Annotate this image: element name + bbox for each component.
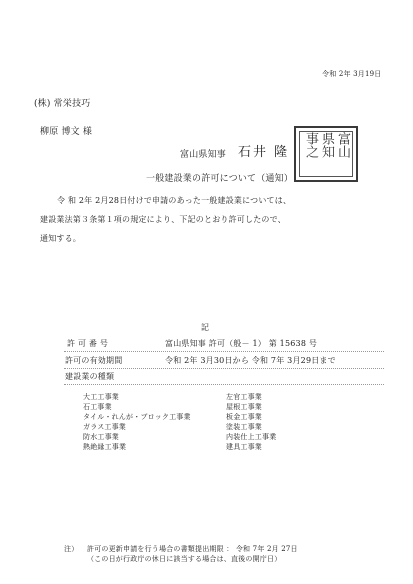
validity-period-rule [64,368,384,369]
recipient-company: (株) 常栄技巧 [34,99,91,109]
work-item: 建具工事業 [226,443,262,451]
body-line-2: 建設業法第３条第１項の規定により、下記のとおり許可したので、 [40,215,286,224]
note-line-1: 許可の更新申請を行う場合の書類提出期限 ： 令和 7年 2月 27日 [87,545,298,553]
work-item: 屋根工事業 [226,403,262,411]
seal-char-col-2: 県知 [319,132,334,158]
issue-date: 令和 2年 3月19日 [322,70,382,78]
business-types-rule [64,384,384,385]
validity-period-value: 令和 2年 3月30日から 令和 7年 3月29日まで [165,356,336,365]
validity-period-label: 許可の有効期間 [65,356,123,365]
permit-number-value: 富山県知事 許可（般－ 1） 第 15638 号 [165,339,318,348]
work-item: 板金工事業 [226,413,262,421]
note-label: 注） [64,545,79,553]
work-item: 大工工事業 [83,393,119,401]
official-seal [294,126,358,182]
sender-title: 富山県知事 [180,150,227,160]
permit-number-label: 許 可 番 号 [67,339,109,348]
work-item: 防水工事業 [83,433,119,441]
permit-number-rule [64,351,384,352]
note-line-2: （この日が行政庁の休日に該当する場合は、直後の開庁日） [87,555,282,563]
work-item: 石工事業 [83,403,112,411]
body-line-3: 通知する。 [40,234,81,243]
work-item: タイル・れんが・ブロック工事業 [83,413,191,421]
business-types-label: 建設業の種類 [65,372,115,381]
work-item: 内装仕上工事業 [226,433,277,441]
ki-heading: 記 [201,323,210,332]
seal-char-col-3: 事之 [303,132,318,158]
seal-char-col-1: 富山 [335,132,350,158]
body-line-1: 令 和 2年 2月28日付けで申請のあった一般建設業については、 [57,196,292,205]
sender-name: 石井 隆 [238,145,290,160]
work-item: 左官工事業 [226,393,262,401]
recipient-person: 柳原 博文 様 [40,127,93,137]
work-item: ガラス工事業 [83,423,126,431]
subject-line: 一般建設業の許可について（通知） [146,174,294,184]
work-item: 熱絶縁工事業 [83,443,127,451]
work-item: 塗装工事業 [226,423,262,431]
